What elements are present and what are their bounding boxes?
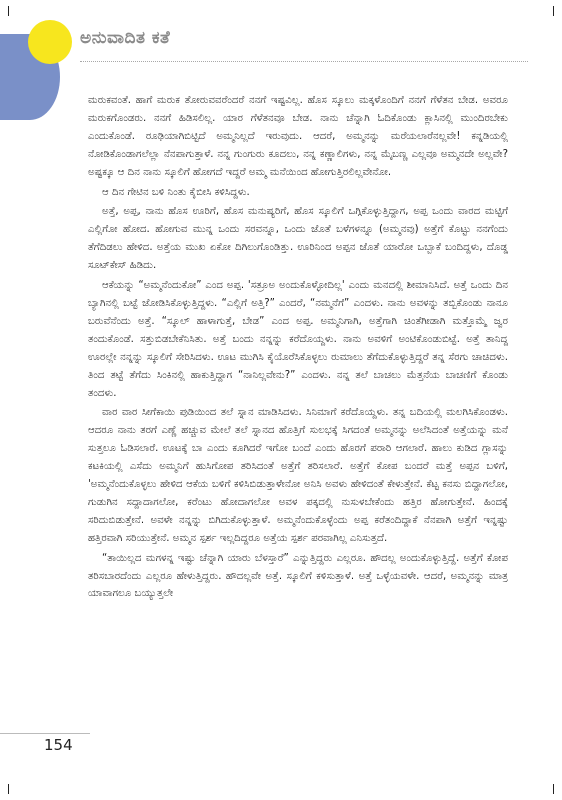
paragraph: “ತಾಯಿಲ್ಲದ ಮಗಳನ್ನ ಇಷ್ಟು ಚೆನ್ನಾಗಿ ಯಾರು ಬೆಳಸ್ತಾರೆ” ಎನ್ನುತ್ತಿದ್ದರು ಎಲ್ಲರೂ. ಹೌದಲ್ಲ ಅಂದುಕೊಳ್ಳುತ್ತಿದ್ದೆ. ಅತ್ತೆಗೆ ಕೋಪ ತರಿಸಬಾರದೆಂದು ಎಲ್ಲರೂ ಹೇಳುತ್ತಿದ್ದರು. ಹೌದಲ್ಲವೇ ಅತ್ತೆ. ಸ್ಕೂಲಿಗೆ ಕಳಿಸುತ್ತಾಳೆ. ಅತ್ತೆ ಒಳ್ಳೆಯವಳೇ. ಆದರೆ, ಅಮ್ಮನನ್ನು ಮಾತ್ರ ಯಾವಾಗಲೂ ಬಯ್ಯುತ್ತಲೇ: [88, 552, 508, 600]
footer-divider: [0, 733, 90, 734]
section-title: ಅನುವಾದಿತ ಕತೆ: [80, 28, 171, 48]
decorative-yellow-circle: [28, 20, 72, 64]
header-divider: [80, 61, 528, 62]
paragraph: ಮರುಕವಂತೆ. ಹಾಗೆ ಮರುಕ ತೋರುವವರೆಂದರೆ ನನಗೆ ಇಷ್ಟವಿಲ್ಲ. ಹೊಸ ಸ್ಕೂಲು ಮಕ್ಕಳೊಂದಿಗೆ ನನಗೆ ಗೆಳೆತನ ಬೇಡ. ಅವರೂ ಮರುಕಗೊಂಡರು. ನನಗೆ ಹಿಡಿಸಲಿಲ್ಲ. ಯಾರ ಗೆಳೆತನವೂ ಬೇಡ. ನಾನು ಚೆನ್ನಾಗಿ ಓದಿಕೊಂಡು ಕ್ಲಾಸಿನಲ್ಲಿ ಮುಂದಿರಬೇಕು ಎಂದುಕೊಂಡೆ. ರೂಢಿಯಾಗಿಬಿಟ್ಟಿದೆ ಅಮ್ಮನಿಲ್ಲದೆ ಇರುವುದು. ಆದರೆ, ಅಮ್ಮನನ್ನು ಮರೆಯಲಾರೆನಲ್ಲವೇ! ಕನ್ನಡಿಯಲ್ಲಿ ನೋಡಿಕೊಂಡಾಗಲೆಲ್ಲಾ ನೆನಪಾಗುತ್ತಾಳೆ. ನನ್ನ ಗುಂಗುರು ಕೂದಲು, ನನ್ನ ಕಣ್ಣಾಲಿಗಳು, ನನ್ನ ಮೈಬಣ್ಣ ಎಲ್ಲವೂ ಅಮ್ಮನದೇ ಅಲ್ಲವೇ? ಅಷ್ಟಕ್ಕೂ ಆ ದಿನ ನಾನು ಸ್ಕೂಲಿಗೆ ಹೋಗದೆ ಇದ್ದರೆ ಅಮ್ಮ ಮನೆಯಿಂದ ಹೋಗುತ್ತಿರಲಿಲ್ಲವೇನೋ.: [88, 95, 508, 178]
crop-mark: [553, 784, 554, 794]
paragraph: ಅತ್ತೆ, ಅಪ್ಪ, ನಾನು ಹೊಸ ಊರಿಗೆ, ಹೊಸ ಮನುಷ್ಯರಿಗೆ, ಹೊಸ ಸ್ಕೂಲಿಗೆ ಒಗ್ಗಿಕೊಳ್ಳುತ್ತಿದ್ದಾಗ, ಅಪ್ಪ ಒಂದು ವಾರದ ಮಟ್ಟಿಗೆ ಎಲ್ಲಿಗೋ ಹೋದ. ಹೋಗುವ ಮುನ್ನ ಒಂದು ಸರವನ್ನೂ, ಒಂದು ಜೊತೆ ಬಳೆಗಳನ್ನೂ (ಅಮ್ಮನವು) ಅತ್ತೆಗೆ ಕೊಟ್ಟು ನನಗೆಂದು ತೆಗೆದಿಡಲು ಹೇಳಿದ. ಅತ್ತೆಯ ಮುಖ ಏಕೋ ದಿಗಿಲುಗೊಂಡಿತ್ತು. ಊರಿನಿಂದ ಅಪ್ಪನ ಜೊತೆ ಯಾರೋ ಒಬ್ಬಾಕೆ ಬಂದಿದ್ದಳು, ದೊಡ್ಡ ಸೂಟ್‌ಕೇಸ್ ಹಿಡಿದು.: [88, 206, 508, 272]
crop-mark: [8, 784, 9, 794]
story-body: [88, 92, 508, 605]
paragraph: ಆಕೆಯನ್ನು “ಅಮ್ಮನೆಂದುಕೋ” ಎಂದ ಅಪ್ಪ. 'ಸತ್ರೂಅ ಅಂದುಕೊಳ್ಳೋದಿಲ್ಲ' ಎಂದು ಮನದಲ್ಲಿ ಶೀಮಾನಿಸಿದೆ. ಅತ್ತೆ ಒಂದು ದಿನ ಬ್ಯಾಗಿನಲ್ಲಿ ಬಟ್ಟೆ ಜೋಡಿಸಿಕೊಳ್ಳುತ್ತಿದ್ದಳು. “ಎಲ್ಲಿಗೆ ಅತ್ತಿ?” ಎಂದರೆ, “ನಮ್ಮನೆಗೆ” ಎಂದಳು. ನಾನು ಅವಳನ್ನು ತಬ್ಬಿಕೊಂಡು ನಾನೂ ಬರುವೆನೆಂದು ಅತ್ತೆ. “ಸ್ಕೂಲ್ ಹಾಳಾಗುತ್ತೆ, ಬೇಡ” ಎಂದ ಅಪ್ಪ. ಅಮ್ಮನಿಗಾಗಿ, ಅತ್ತೆಗಾಗಿ ಚಿಂತೆಗೀಡಾಗಿ ಮತ್ತೊಮ್ಮೆ ಜ್ವರ ತಂದುಕೊಂಡೆ. ಸತ್ತುಬಿಡಬೇಕೆನಿಸಿತು. ಅತ್ತೆ ಬಂದು ನನ್ನನ್ನು ಕರೆದೊಯ್ದಳು. ನಾನು ಅವಳಿಗೆ ಅಂಟಿಕೊಂಡುಬಿಟ್ಟೆ. ಅತ್ತೆ ತಾನಿದ್ದ ಊರಲ್ಲೇ ನನ್ನನ್ನು ಸ್ಕೂಲಿಗೆ ಸೇರಿಸಿದಳು. ಊಟ ಮುಗಿಸಿ ಕೈಯೊರೆಸಿಕೊಳ್ಳಲು ರುಮಾಲು ತೆಗೆದುಕೊಳ್ಳುತ್ತಿದ್ದರೆ ತನ್ನ ಸೆರಗು ಚಾಚಿದಳು. ತಿಂದ ತಟ್ಟೆ ತೆಗೆದು ಸಿಂಕಿನಲ್ಲಿ ಹಾಕುತ್ತಿದ್ದಾಗ “ನಾನಿಲ್ಲವೇನು?” ಎಂದಳು. ನನ್ನ ತಲೆ ಬಾಚಲು ಮೆತ್ತನೆಯ ಬಾಚಣಿಗೆ ಕೊಂಡು ತಂದಳು.: [88, 280, 508, 399]
paragraph: ವಾರ ವಾರ ಸೀಗೆಕಾಯಿ ಪುಡಿಯಿಂದ ತಲೆ ಸ್ನಾನ ಮಾಡಿಸಿದಳು. ಸಿನಿಮಾಗೆ ಕರೆದೊಯ್ದಳು. ತನ್ನ ಬದಿಯಲ್ಲಿ ಮಲಗಿಸಿಕೊಂಡಳು. ಆದರೂ ನಾನು ತರಗೆ ಎಣ್ಣೆ ಹಚ್ಚುವ ಮೇಲೆ ತಲೆ ಸ್ನಾನದ ಹೊತ್ತಿಗೆ ಸುಲಭಕ್ಕೆ ಸಿಗದಂತೆ ಅಮ್ಮನನ್ನು ಅಲೆಸಿದಂತೆ ಅತ್ತೆಯನ್ನು ಮನೆ ಸುತ್ತಲೂ ಓಡಿಸಲಾರೆ. ಊಟಕ್ಕೆ ಬಾ ಎಂದು ಕೂಗಿದರೆ ಇಗೋ ಬಂದೆ ಎಂದು ಹೊರಗೆ ಪರಾರಿ ಆಗಲಾರೆ. ಹಾಲು ಕುಡಿದ ಗ್ಲಾಸನ್ನು ಕಟಕಿಯಲ್ಲಿ ಎಸೆದು ಅಮ್ಮನಿಗೆ ಹುಸಿಗೋಪ ತರಿಸಿದಂತೆ ಅತ್ತೆಗೆ ತರಿಸಲಾರೆ. ಅತ್ತೆಗೆ ಕೋಪ ಬಂದರೆ ಮತ್ತೆ ಅಪ್ಪನ ಬಳಿಗೆ, 'ಅಮ್ಮನೆಂದುಕೊಳ್ಳಲು ಹೇಳಿದ ಆಕೆಯ ಬಳಿಗೆ ಕಳಿಸಿಬಿಡುತ್ತಾಳೇನೋ ಅನಿಸಿ ಅವಳು ಹೇಳಿದಂತೆ ಕೇಳುತ್ತೇನೆ. ಕೆಟ್ಟ ಕನಸು ಬಿದ್ದಾಗಲೋ, ಗುಡುಗಿನ ಸದ್ದಾದಾಗಲೋ, ಕರೆಂಟು ಹೋದಾಗಲೋ ಅವಳ ಪಕ್ಕದಲ್ಲಿ ನುಸುಳಬೇಕೆಂದು ಹತ್ತಿರ ಹೋಗುತ್ತೇನೆ. ಹಿಂದಕ್ಕೆ ಸರಿದುಬಿಡುತ್ತೇನೆ. ಅವಳೇ ನನ್ನನ್ನು ಬಿಗಿದುಕೊಳ್ಳುತ್ತಾಳೆ. ಅಮ್ಮನೆಂದುಕೊಳ್ಳೆಂದು ಅಪ್ಪ ಕರೆತಂದಿದ್ದಾಕೆ ನೆನಪಾಗಿ ಅತ್ತೆಗೆ ಇನ್ನಷ್ಟು ಹತ್ತಿರವಾಗಿ ಸರಿಯುತ್ತೇನೆ. ಅಮ್ಮನ ಸ್ಪರ್ಶ ಇಲ್ಲದಿದ್ದರೂ ಅತ್ತೆಯ ಸ್ಪರ್ಶ ಪರವಾಗಿಲ್ಲ ಎನಿಸುತ್ತದೆ.: [88, 407, 508, 544]
crop-mark: [553, 6, 554, 16]
page-number: 154: [44, 736, 73, 754]
paragraph: ಆ ದಿನ ಗೇಟಿನ ಬಳಿ ನಿಂತು ಕೈಬೀಸಿ ಕಳಿಸಿದ್ದಳು.: [102, 186, 250, 198]
crop-mark: [8, 6, 9, 16]
